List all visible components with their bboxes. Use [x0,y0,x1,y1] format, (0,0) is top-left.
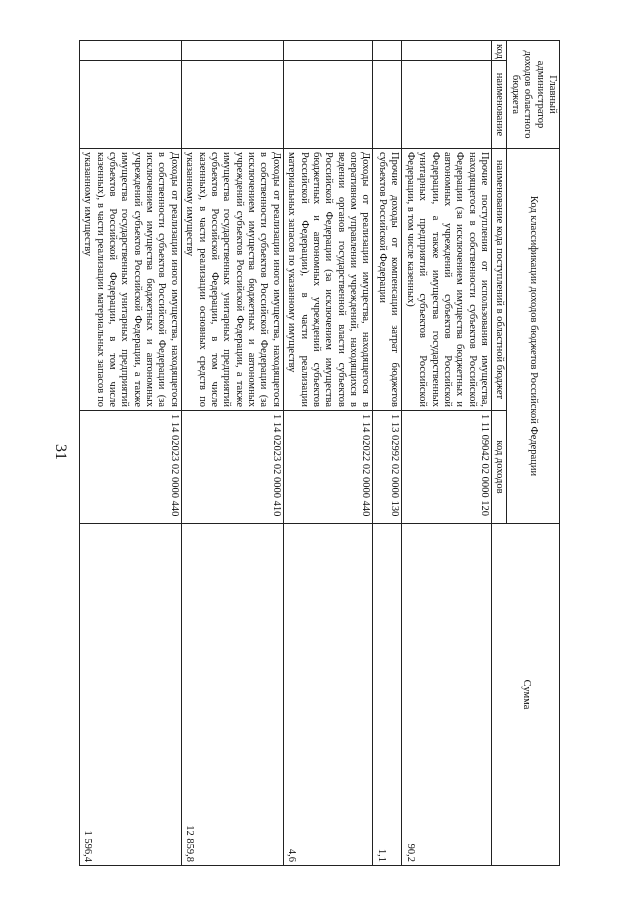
table-row [283,41,373,866]
admin-code-cell [373,41,402,61]
header-income-name: наименование кода поступлений в областной бюджет [492,149,507,411]
income-code-cell: 1 13 02992 02 0000 130 [373,411,402,524]
header-income-code: код доходов [492,411,507,524]
income-code-cell: 1 11 09042 02 0000 120 [402,411,492,524]
admin-code-cell [402,41,492,61]
admin-code-cell [283,41,373,61]
income-classification-table [79,40,560,866]
income-code-cell: 1 14 02023 02 0000 440 [79,411,181,524]
admin-name-cell [373,61,402,149]
table-row [181,41,283,866]
admin-name-cell [79,61,181,149]
table-row [402,41,492,866]
income-name-cell: Доходы от реализации иного имущества, находящегося в собственности субъектов Российской Федерации (за исключением имущества бюджетных и автономных учреждений субъектов Российской Федерации, а также имущества государственных унитарных предприятий субъектов Российской Федерации, в том числе казенных), в части реализации основных средств по указанному имуществу [181,149,283,411]
admin-name-cell [402,61,492,149]
rotated-table-frame [82,40,560,865]
sum-cell: 4,6 [283,524,373,866]
header-admin-group: Главный администратор доходов областного бюджета [507,41,560,149]
table-container [82,40,560,865]
income-name-cell: Доходы от реализации имущества, находящегося в оперативном управлении учреждений, находящихся в ведении органов государственной власти субъектов Российской Федерации (за исключением имущества бюджетных и автономных учреждений субъектов Российской Федерации), в части реализации материальных запасов по указанному имуществу [283,149,373,411]
sum-cell: 12 859,8 [181,524,283,866]
table-row [79,41,181,866]
admin-name-cell [283,61,373,149]
sum-cell: 1 596,4 [79,524,181,866]
header-admin-name: наименование [492,61,507,149]
table-row [373,41,402,866]
income-name-cell: Прочие доходы от компенсации затрат бюджетов субъектов Российской Федерации [373,149,402,411]
income-name-cell: Прочие поступления от использования имущества, находящегося в собственности субъектов Российской Федерации (за исключением имущества бюджетных и автономных учреждений субъектов Российской Федерации, а также имущества государственных унитарных предприятий субъектов Российской Федерации, в том числе казенных) [402,149,492,411]
admin-code-cell [79,41,181,61]
income-code-cell: 1 14 02023 02 0000 410 [181,411,283,524]
header-sum: Сумма [492,524,560,866]
header-admin-code: код [492,41,507,61]
admin-name-cell [181,61,283,149]
page-number: 31 [52,444,69,460]
sum-cell: 90,2 [402,524,492,866]
sum-cell: 1,1 [373,524,402,866]
admin-code-cell [181,41,283,61]
income-name-cell: Доходы от реализации иного имущества, находящегося в собственности субъектов Российской Федерации (за исключением имущества бюджетных и автономных учреждений субъектов Российской Федерации, а также имущества государственных унитарных предприятий субъектов Российской Федерации, в том числе казенных), в части реализации материальных запасов по указанному имуществу [79,149,181,411]
header-classification-group: Код классификации доходов бюджетов Российской Федерации [507,149,560,524]
income-code-cell: 1 14 02022 02 0000 440 [283,411,373,524]
header-row-1 [507,41,560,866]
